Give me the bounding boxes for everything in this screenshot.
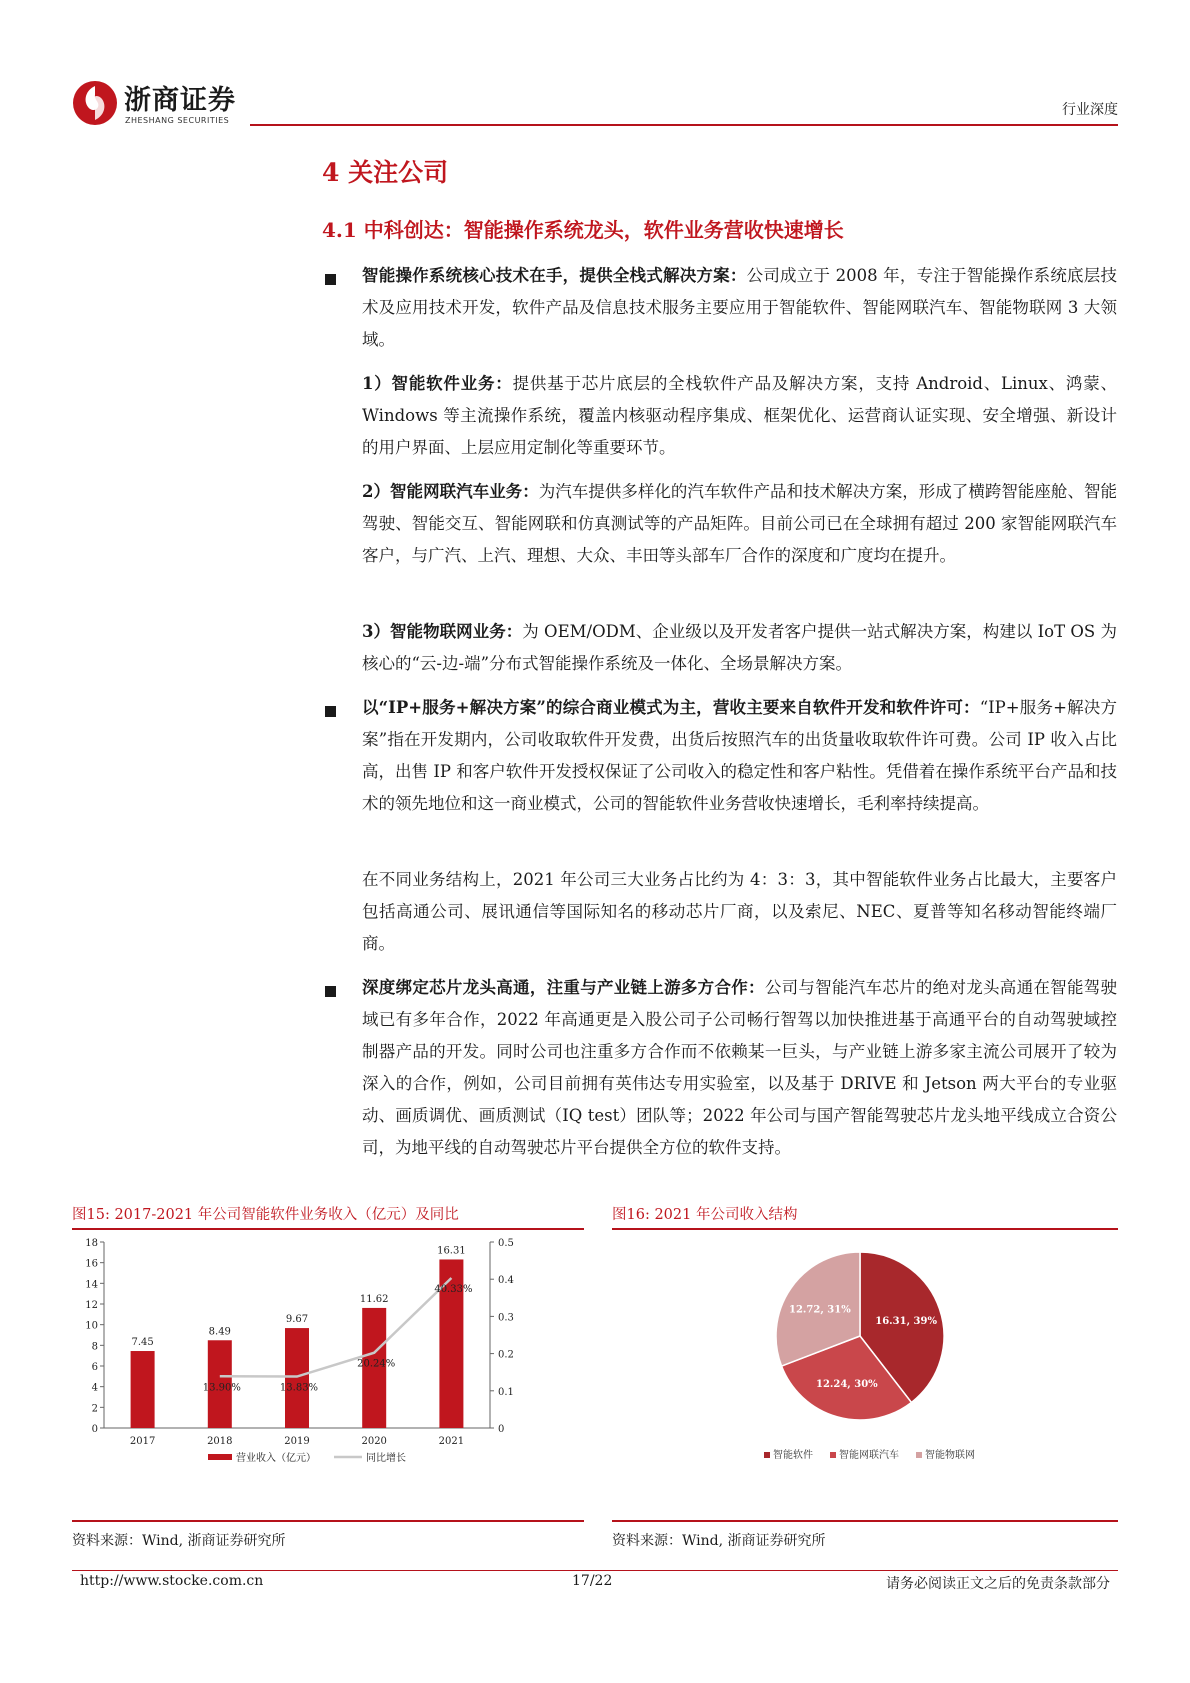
figure-16-title: 图16: 2021 年公司收入结构 bbox=[612, 1207, 798, 1223]
y-tick-label: 4 bbox=[91, 1382, 98, 1394]
y2-tick-label: 0.4 bbox=[498, 1275, 514, 1287]
footer-divider bbox=[72, 1570, 1118, 1571]
figure-15-bottom-rule bbox=[72, 1520, 584, 1522]
legend-swatch bbox=[764, 1452, 770, 1458]
bar-value-label: 8.49 bbox=[208, 1326, 231, 1338]
figure-15-source: 资料来源：Wind, 浙商证券研究所 bbox=[72, 1533, 286, 1549]
paragraph-text: 公司成立于 2008 年，专注于智能操作系统底层技术及应用技术开发，软件产品及信息技术服务主要应用于智能软件、智能网联汽车、智能物联网 3 大领域。 bbox=[362, 266, 1118, 349]
y-tick-label: 16 bbox=[85, 1258, 98, 1270]
growth-label: 13.90% bbox=[202, 1382, 241, 1394]
paragraph-text: 为 OEM/ODM、企业级以及开发者客户提供一站式解决方案，构建以 IoT OS 为核心的“云-边-端”分布式智能操作系统及一体化、全场景解决方案。 bbox=[362, 622, 1117, 673]
bar bbox=[285, 1328, 309, 1428]
y-tick-label: 2 bbox=[91, 1403, 98, 1415]
y-tick-label: 12 bbox=[85, 1300, 98, 1311]
y2-tick-label: 0.5 bbox=[498, 1238, 514, 1249]
legend-swatch bbox=[916, 1452, 922, 1458]
header-divider bbox=[250, 124, 1118, 126]
paragraph-smart-auto bbox=[362, 476, 1117, 572]
bullet-icon bbox=[325, 274, 336, 285]
footer-disclaimer: 请务必阅读正文之后的免责条款部分 bbox=[886, 1576, 1110, 1592]
y2-tick-label: 0.3 bbox=[498, 1312, 514, 1324]
bar-value-label: 9.67 bbox=[285, 1314, 309, 1326]
y-tick-label: 6 bbox=[91, 1362, 98, 1373]
figure-16-chart bbox=[612, 1232, 1118, 1514]
paragraph-text: 为汽车提供多样化的汽车软件产品和技术解决方案，形成了横跨智能座舱、智能驾驶、智能交互、智能网联和仿真测试等的产品矩阵。目前公司已在全球拥有超过 200 家智能网联汽车客户，与广汽、上汽、理想、大众、丰田等头部车厂合作的深度和广度均在提升。 bbox=[362, 482, 1118, 565]
paragraph-text: 提供基于芯片底层的全栈软件产品及解决方案，支持 Android、Linux、鸿蒙、Windows 等主流操作系统，覆盖内核驱动程序集成、框架优化、运营商认证实现、安全增强、新设计的用户界面、上层应用定制化等重要环节。 bbox=[362, 374, 1117, 457]
pie-slice-label: 12.72, 31% bbox=[789, 1304, 851, 1316]
bullet-icon bbox=[325, 706, 336, 717]
pie-slice-label: 12.24, 30% bbox=[815, 1378, 878, 1390]
paragraph-business-model bbox=[362, 692, 1117, 820]
x-tick-label: 2019 bbox=[284, 1436, 310, 1447]
paragraph-lead: 深度绑定芯片龙头高通，注重与产业链上游多方合作： bbox=[362, 978, 765, 997]
figure-16-bottom-rule bbox=[612, 1520, 1118, 1522]
growth-label: 40.33% bbox=[434, 1283, 473, 1295]
x-tick-label: 2021 bbox=[438, 1436, 465, 1447]
bar-value-label: 7.45 bbox=[131, 1337, 154, 1349]
paragraph-qualcomm bbox=[362, 972, 1117, 1164]
paragraph-lead: 以“IP+服务+解决方案”的综合商业模式为主，营收主要来自软件开发和软件许可： bbox=[362, 698, 980, 717]
paragraph-os-core bbox=[362, 260, 1117, 356]
figure-15-top-rule bbox=[72, 1228, 584, 1230]
y-tick-label: 0 bbox=[91, 1424, 98, 1435]
legend-bar-label: 营业收入（亿元） bbox=[236, 1453, 316, 1464]
paragraph-lead: 1）智能软件业务： bbox=[362, 374, 513, 393]
legend-label: 智能网联汽车 bbox=[839, 1450, 899, 1461]
growth-line bbox=[220, 1278, 452, 1377]
y-tick-label: 10 bbox=[85, 1320, 98, 1332]
legend-label: 智能物联网 bbox=[925, 1450, 975, 1461]
figure-16-source: 资料来源：Wind, 浙商证券研究所 bbox=[612, 1533, 826, 1549]
x-tick-label: 2018 bbox=[207, 1436, 233, 1447]
figure-16-top-rule bbox=[612, 1228, 1118, 1230]
legend-bar-swatch bbox=[208, 1454, 232, 1460]
paragraph-text: 在不同业务结构上，2021 年公司三大业务占比约为 4：3：3，其中智能软件业务占比最大，主要客户包括高通公司、展讯通信等国际知名的移动芯片厂商，以及索尼、NEC、夏普等知名移动智能终端厂商。 bbox=[362, 870, 1117, 953]
figure-15-title: 图15: 2017-2021 年公司智能软件业务收入（亿元）及同比 bbox=[72, 1207, 459, 1223]
paragraph-text: 公司与智能汽车芯片的绝对龙头高通在智能驾驶域已有多年合作，2022 年高通更是入股公司子公司畅行智驾以加快推进基于高通平台的自动驾驶域控制器产品的开发。同时公司也注重多方合作而不依赖某一巨头，与产业链上游多家主流公司展开了较为深入的合作，例如，公司目前拥有英伟达专用实验室，以及基于 DRIVE 和 Jetson 两大平台的专业驱动、画质调优、画质测试（IQ test）团队等；2022 年公司与国产智能驾驶芯片龙头地平线成立合资公司，为地平线的自动驾驶芯片平台提供全方位的软件支持。 bbox=[362, 978, 1118, 1157]
paragraph-business-structure bbox=[362, 864, 1117, 960]
bullet-icon bbox=[325, 986, 336, 997]
legend-line-label: 同比增长 bbox=[366, 1453, 406, 1464]
y2-tick-label: 0 bbox=[498, 1424, 505, 1435]
y2-tick-label: 0.1 bbox=[498, 1386, 514, 1398]
company-logo bbox=[72, 78, 242, 130]
paragraph-iot bbox=[362, 616, 1117, 680]
growth-label: 20.24% bbox=[357, 1358, 396, 1370]
page-number: 17/22 bbox=[572, 1573, 613, 1589]
legend-swatch bbox=[830, 1452, 836, 1458]
paragraph-smart-software bbox=[362, 368, 1117, 464]
logo-mark-icon bbox=[72, 80, 118, 126]
logo-text: 浙商证券 bbox=[124, 85, 236, 116]
paragraph-lead: 智能操作系统核心技术在手，提供全栈式解决方案： bbox=[362, 266, 747, 285]
section-heading: 4 关注公司 bbox=[322, 158, 449, 187]
paragraph-lead: 3）智能物联网业务： bbox=[362, 622, 523, 641]
legend-label: 智能软件 bbox=[773, 1450, 813, 1461]
y2-tick-label: 0.2 bbox=[498, 1349, 514, 1361]
subsection-heading: 4.1 中科创达：智能操作系统龙头，软件业务营收快速增长 bbox=[322, 218, 844, 242]
y-tick-label: 8 bbox=[91, 1341, 98, 1353]
bar-value-label: 16.31 bbox=[437, 1245, 466, 1257]
paragraph-lead: 2）智能网联汽车业务： bbox=[362, 482, 539, 501]
bar-value-label: 11.62 bbox=[359, 1293, 389, 1305]
bar bbox=[131, 1351, 155, 1428]
x-tick-label: 2017 bbox=[129, 1436, 156, 1447]
growth-label: 13.83% bbox=[279, 1382, 319, 1394]
y-tick-label: 18 bbox=[85, 1238, 98, 1249]
report-type-tag: 行业深度 bbox=[1062, 102, 1118, 118]
y-tick-label: 14 bbox=[85, 1279, 98, 1291]
pie-slice-label: 16.31, 39% bbox=[875, 1316, 937, 1328]
x-tick-label: 2020 bbox=[361, 1436, 387, 1447]
logo-subtext: ZHESHANG SECURITIES bbox=[125, 116, 230, 125]
paragraph-text: “IP+服务+解决方案”指在开发期内，公司收取软件开发费，出货后按照汽车的出货量收取软件许可费。公司 IP 收入占比高，出售 IP 和客户软件开发授权保证了公司收入的稳定性和客户粘性。凭借着在操作系统平台产品和技术的领先地位和这一商业模式，公司的智能软件业务营收快速增长，毛利率持续提高。 bbox=[362, 698, 1117, 813]
footer-url-link[interactable]: http://www.stocke.com.cn bbox=[80, 1573, 264, 1589]
figure-15-chart bbox=[72, 1232, 584, 1514]
